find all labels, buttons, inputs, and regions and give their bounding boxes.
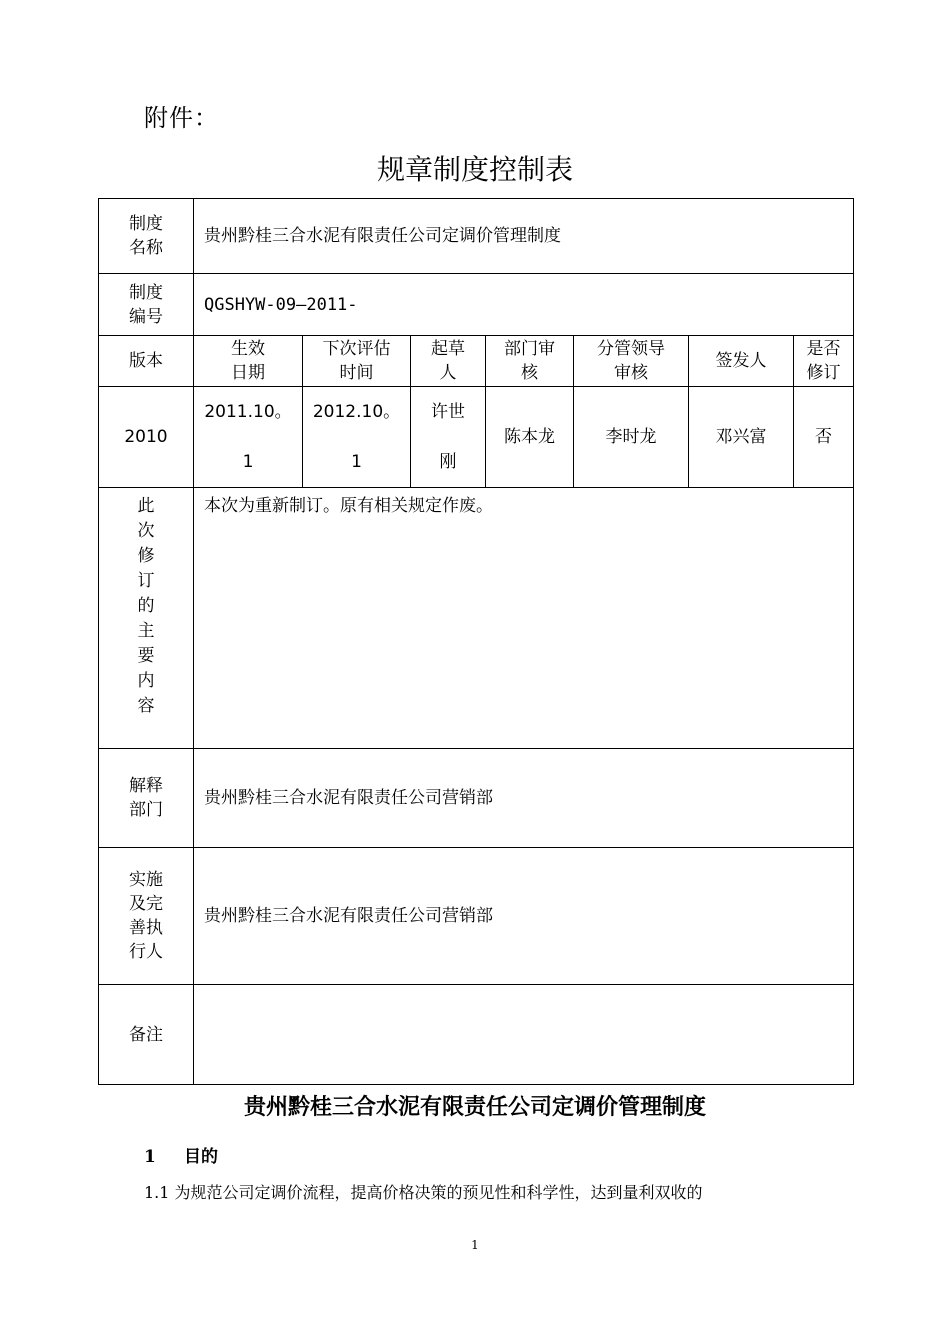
remarks-label: 备注 — [99, 985, 194, 1085]
header-next-review: 下次评估 时间 — [303, 336, 411, 387]
implementer-value: 贵州黔桂三合水泥有限责任公司营销部 — [194, 848, 854, 985]
header-drafter: 起草 人 — [411, 336, 486, 387]
row-remarks — [99, 985, 854, 1085]
page-number: 1 — [471, 1238, 479, 1252]
policy-code-label: 制度 编号 — [99, 274, 194, 336]
header-leader-review: 分管领导 审核 — [574, 336, 689, 387]
interpret-dept-label: 解释 部门 — [99, 749, 194, 848]
value-dept-review: 陈本龙 — [486, 387, 574, 488]
header-version: 版本 — [99, 336, 194, 387]
value-revised: 否 — [794, 387, 854, 488]
value-version: 2010 — [99, 387, 194, 488]
form-title: 规章制度控制表 — [376, 153, 573, 186]
remarks-value — [194, 985, 854, 1085]
row-policy-name — [99, 199, 854, 274]
header-revised: 是否 修订 — [794, 336, 854, 387]
row-implementer — [99, 848, 854, 985]
section-number: 1 — [144, 1147, 156, 1167]
control-table — [98, 198, 854, 1085]
value-issuer: 邓兴富 — [689, 387, 794, 488]
policy-name-label: 制度 名称 — [99, 199, 194, 274]
section-title: 目的 — [184, 1147, 218, 1167]
section-heading — [144, 1142, 218, 1167]
policy-code-value: QGSHYW-09—2011- — [194, 274, 854, 336]
row-policy-code — [99, 274, 854, 336]
row-values — [99, 387, 854, 488]
value-leader-review: 李时龙 — [574, 387, 689, 488]
revision-content-label: 此 次 修 订 的 主 要 内 容 — [99, 488, 194, 749]
row-revision-content — [99, 488, 854, 749]
paragraph-1-1: 1.1 为规范公司定调价流程，提高价格决策的预见性和科学性，达到量利双收的 — [144, 1183, 703, 1202]
header-dept-review: 部门审 核 — [486, 336, 574, 387]
header-effective-date: 生效 日期 — [194, 336, 303, 387]
value-drafter: 许世 刚 — [411, 387, 486, 488]
policy-name-value: 贵州黔桂三合水泥有限责任公司定调价管理制度 — [194, 199, 854, 274]
document-title: 贵州黔桂三合水泥有限责任公司定调价管理制度 — [243, 1094, 706, 1120]
attachment-label: 附件： — [144, 104, 219, 132]
value-next-review: 2012.10。 1 — [303, 387, 411, 488]
revision-content-value: 本次为重新制订。原有相关规定作废。 — [194, 488, 854, 749]
implementer-label: 实施 及完 善执 行人 — [99, 848, 194, 985]
value-effective-date: 2011.10。 1 — [194, 387, 303, 488]
interpret-dept-value: 贵州黔桂三合水泥有限责任公司营销部 — [194, 749, 854, 848]
header-issuer: 签发人 — [689, 336, 794, 387]
row-headers — [99, 336, 854, 387]
row-interpret-dept — [99, 749, 854, 848]
